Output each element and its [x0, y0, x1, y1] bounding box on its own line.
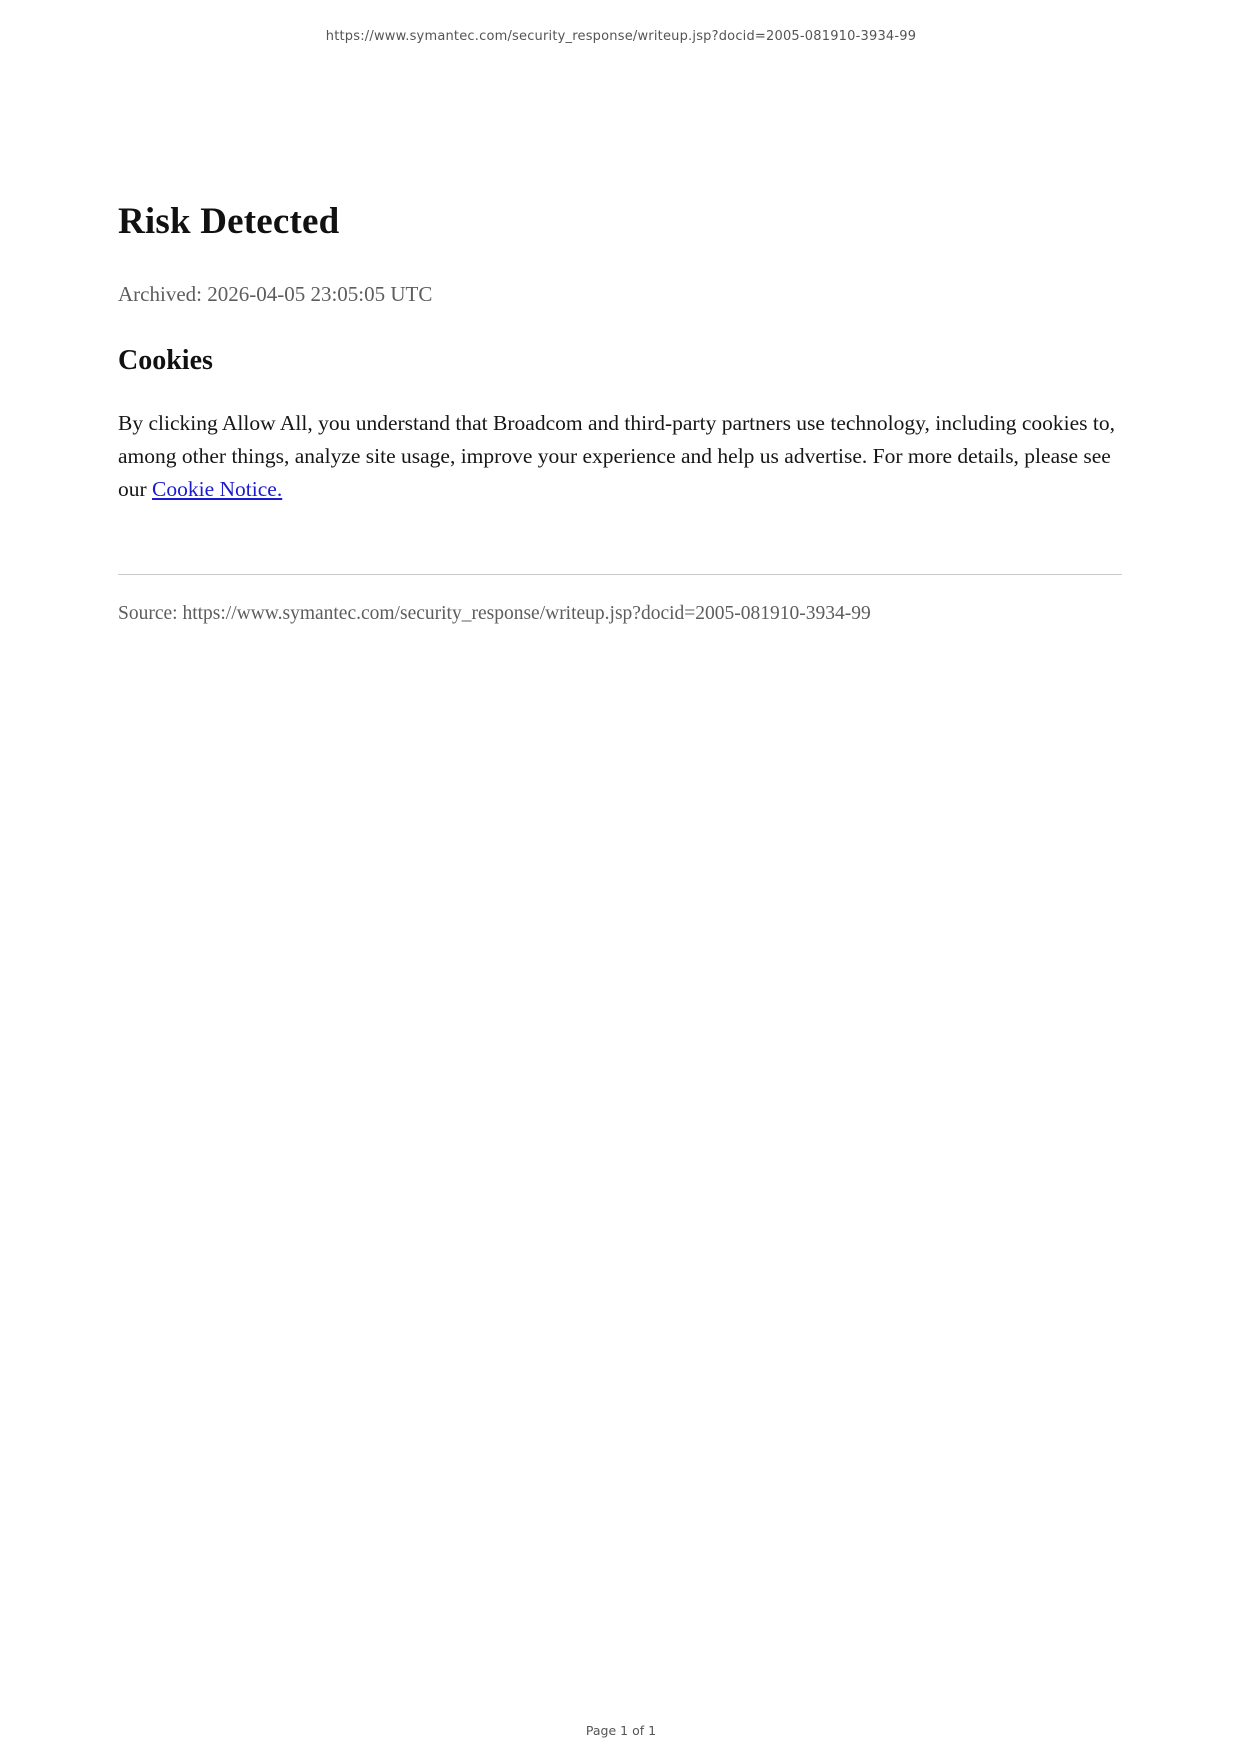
section-title-cookies: Cookies: [118, 345, 213, 377]
cookie-notice-text: By clicking Allow All, you understand that Broadcom and third-party partners use technology, including cookies to, among other things, analyze site usage, improve your experience and help us advertise. For more details, please see our: [118, 411, 1115, 502]
page-title: Risk Detected: [118, 201, 340, 242]
document-content: [118, 200, 1122, 625]
page-footer: Page 1 of 1: [585, 1723, 657, 1738]
cookie-notice-paragraph: [118, 407, 1122, 506]
archived-timestamp: Archived: 2026-04-05 23:05:05 UTC: [118, 282, 433, 307]
cookie-notice-link[interactable]: Cookie Notice.: [152, 477, 283, 502]
header-url: https://www.symantec.com/security_response/writeup.jsp?docid=2005-081910-3934-99: [325, 29, 917, 44]
source-url: Source: https://www.symantec.com/security_response/writeup.jsp?docid=2005-081910-3934-99: [118, 603, 871, 625]
section-divider: [118, 574, 1122, 575]
